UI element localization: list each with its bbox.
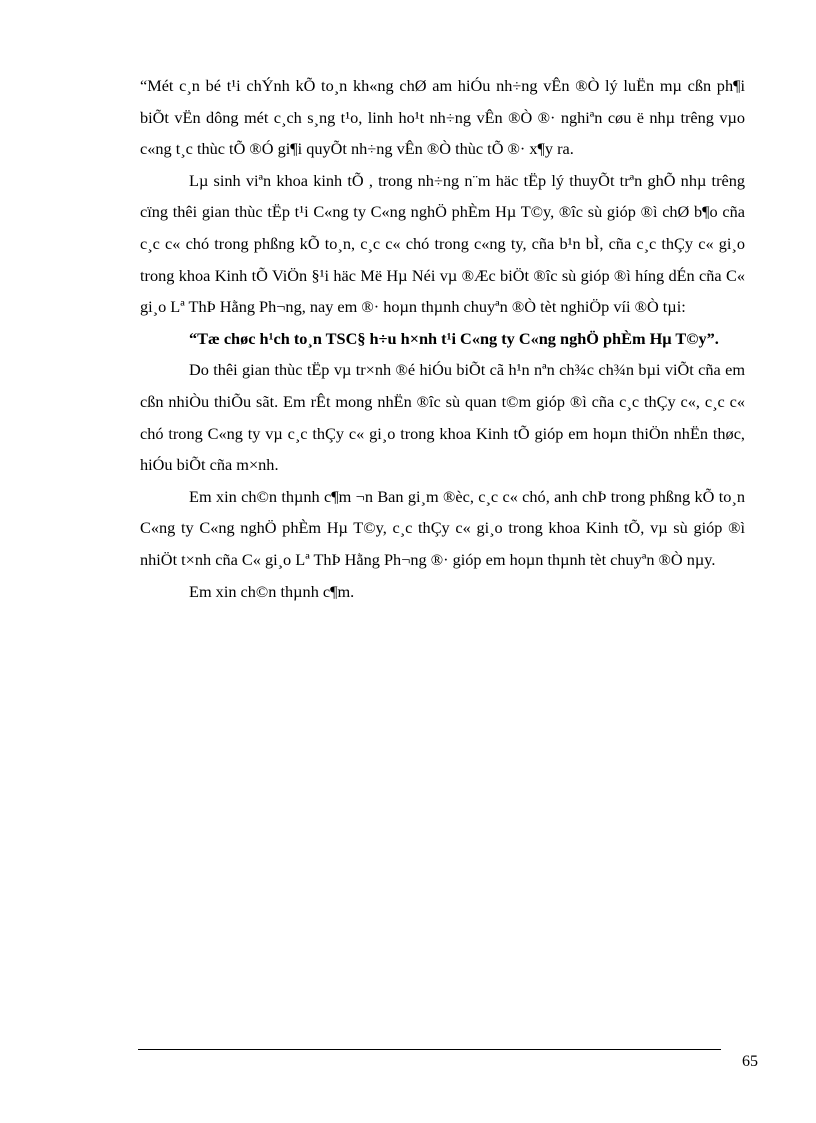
thesis-title: “Tæ chøc h¹ch to¸n TSC§ h÷u h×nh t¹i C«ng ty C«ng nghÖ phÈm Hµ T©y”. bbox=[189, 328, 719, 348]
paragraph-quote: “Mét c¸n bé t¹i chÝnh kÕ to¸n kh«ng chØ am hiÓu nh÷ng vÊn ®Ò lý luËn mµ cßn ph¶i biÕt vËn dông mét c¸ch s¸ng t¹o, linh ho¹t nh÷ng vÊn ®Ò ®· nghiªn cøu ë nhµ trêng vµo c«ng t¸c thùc tÕ ®Ó gi¶i quyÕt nh÷ng vÊn ®Ò thùc tÕ ®· x¶y ra. bbox=[140, 76, 745, 159]
paragraph-intro: Lµ sinh viªn khoa kinh tÕ , trong nh÷ng n¨m häc tËp lý thuyÕt trªn ghÕ nhµ trêng cïng thêi gian thùc tËp t¹i C«ng ty C«ng nghÖ phÈm Hµ T©y, ®îc sù gióp ®ì chØ b¶o cña c¸c c« chó trong phßng kÕ to¸n, c¸c c« chó trong c«ng ty, cña b¹n bÌ, cña c¸c thÇy c« gi¸o trong khoa Kinh tÕ ViÖn §¹i häc Më Hµ Néi vµ ®Æc biÖt ®îc sù gióp ®ì híng dÉn cña C« gi¸o Lª ThÞ Hằng Ph¬ng, nay em ®· hoµn thµnh chuyªn ®Ò tèt nghiÖp víi ®Ò tµi: bbox=[140, 170, 745, 317]
footer-divider bbox=[138, 1049, 721, 1050]
paragraph-closing: Em xin ch©n thµnh c¶m. bbox=[189, 581, 355, 601]
paragraph-thanks: Em xin ch©n thµnh c¶m ¬n Ban gi¸m ®èc, c¸c c« chó, anh chÞ trong phßng kÕ to¸n C«ng ty C«ng nghÖ phÈm Hµ T©y, c¸c thÇy c« gi¸o trong khoa Kinh tÕ, vµ sù gióp ®ì nhiÖt t×nh cña C« gi¸o Lª ThÞ Hằng Ph¬ng ®· gióp em hoµn thµnh tèt chuyªn ®Ò nµy. bbox=[140, 486, 745, 569]
body-text bbox=[140, 70, 745, 607]
paragraph-limitations: Do thêi gian thùc tËp vµ tr×nh ®é hiÓu biÕt cã h¹n nªn ch¾c ch¾n bµi viÕt cña em cßn nhiÒu thiÕu sãt. Em rÊt mong nhËn ®îc sù quan t©m gióp ®ì cña c¸c thÇy c«, c¸c c« chó trong C«ng ty vµ c¸c thÇy c« gi¸o trong khoa Kinh tÕ gióp em hoµn thiÖn nhËn thøc, hiÓu biÕt cña m×nh. bbox=[140, 360, 745, 475]
page-number: 65 bbox=[742, 1053, 758, 1070]
